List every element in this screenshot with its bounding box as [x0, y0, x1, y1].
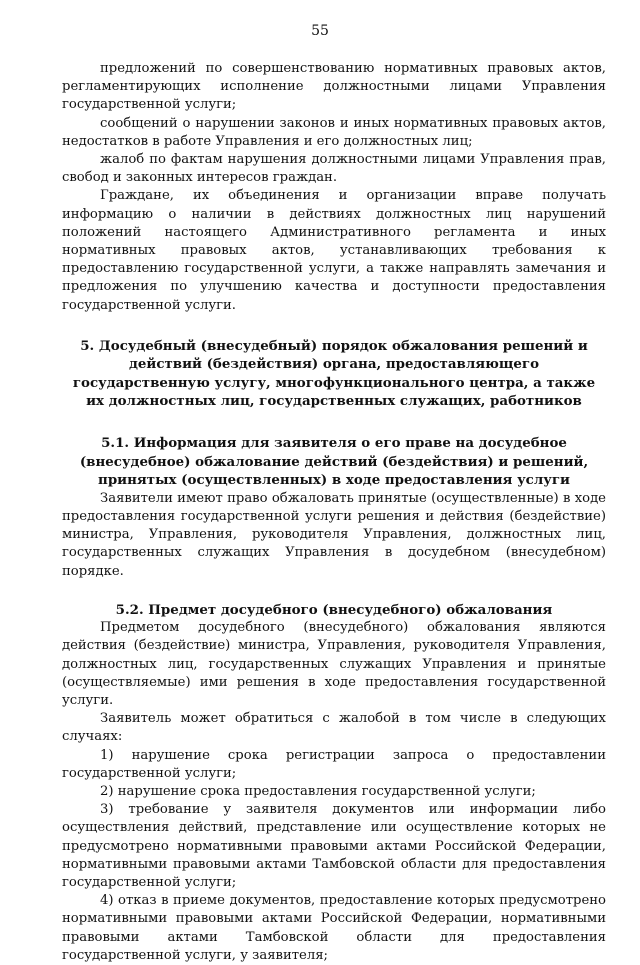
list-item: 2) нарушение срока предоставления государственной услуги; — [100, 783, 536, 799]
section-5-heading: 5. Досудебный (внесудебный) порядок обжалования решений и действий (бездействия) органа, предоставляющего государственную услугу, многофункционального центра, а также их должностных лиц, государственных служащих, работников — [72, 337, 596, 410]
list-item: 3) требование у заявителя документов или информации либо осуществления действий, представление или осуществление которых не предусмотрено нормативными правовыми актами Российской Федерации, нормативными правовыми актами Тамбовской области для предоставления государственной услуги; — [62, 802, 606, 890]
paragraph: Предметом досудебного (внесудебного) обжалования являются действия (бездействие) министра, Управления, руководителя Управления, должностных лиц, государственных служащих Управления и принятые (осуществляемые) ими решения в ходе предоставления государственной услуги. — [62, 620, 606, 708]
page-number: 55 — [311, 23, 329, 39]
paragraph: предложений по совершенствованию нормативных правовых актов, регламентирующих исполнение должностными лицами Управления государственной услуги; — [62, 61, 606, 113]
paragraph: Граждане, их объединения и организации вправе получать информацию о наличии в действиях должностных лиц нарушений положений настоящего Административного регламента и иных нормативных правовых актов, устанавливающих требования к предоставлению государственной услуги, а также направлять замечания и предложения по улучшению качества и доступности предоставления государственной услуги. — [62, 188, 606, 313]
paragraph: сообщений о нарушении законов и иных нормативных правовых актов, недостатков в работе Управления и его должностных лиц; — [62, 115, 606, 149]
list-item: 1) нарушение срока регистрации запроса о предоставлении государственной услуги; — [62, 747, 606, 781]
section-5-2-heading: 5.2. Предмет досудебного (внесудебного) обжалования — [115, 601, 553, 618]
page-content — [62, 60, 606, 965]
paragraph: жалоб по фактам нарушения должностными лицами Управления прав, свобод и законных интересов граждан. — [62, 152, 606, 186]
paragraph: Заявитель может обратиться с жалобой в том числе в следующих случаях: — [62, 711, 606, 745]
list-item: 4) отказ в приеме документов, предоставление которых предусмотрено нормативными правовыми актами Российской Федерации, нормативными правовыми актами Тамбовской области для предоставления государственной услуги, у заявителя; — [62, 893, 606, 963]
section-5-1-heading: 5.1. Информация для заявителя о его праве на досудебное (внесудебное) обжалование действий (бездействия) и решений, принятых (осуществленных) в ходе предоставления услуги — [79, 435, 589, 489]
paragraph: Заявители имеют право обжаловать принятые (осуществленные) в ходе предоставления государственной услуги решения и действия (бездействие) министра, Управления, руководителя Управления, должностных лиц, государственных служащих Управления в досудебном (внесудебном) порядке. — [62, 490, 606, 579]
